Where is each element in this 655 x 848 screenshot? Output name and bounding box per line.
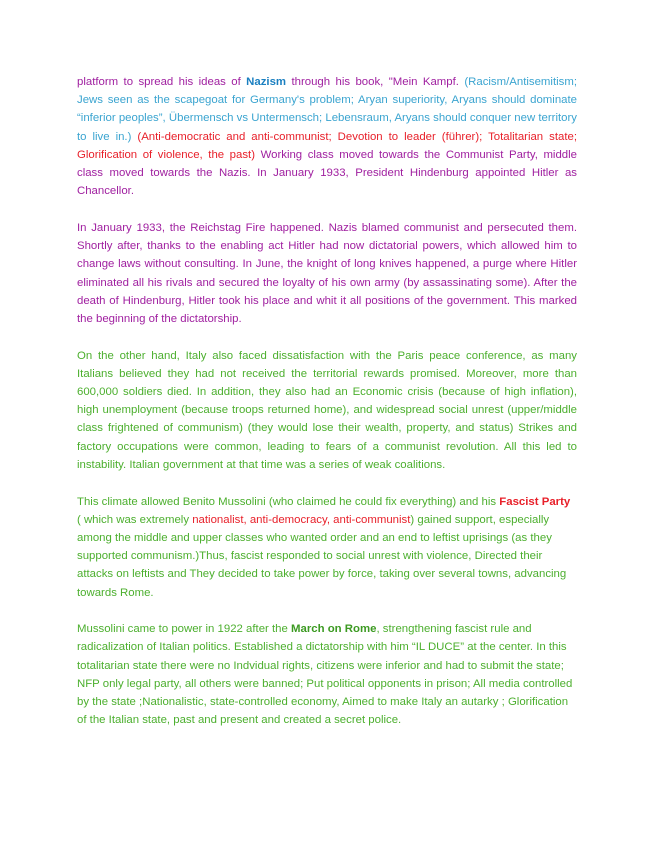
paragraph-nazism-ideas: [77, 73, 577, 200]
p1-text-a: platform to spread his ideas of: [77, 76, 247, 88]
p4-text-c: ) gained support, especially among the middle and upper classes who wanted order and an end to leftist uprisings (as they supported communism.)Thus, fascist responded to social unrest with violence, Directed their attacks on leftists and They decided to take power by force, taking over several towns, advancing towards Rome.: [77, 513, 567, 599]
p5-text-a: Mussolini came to power in 1922 after the: [77, 623, 292, 636]
paragraph-reichstag-fire: [77, 219, 577, 328]
fascist-party-term: Fascist Party: [499, 495, 571, 508]
document-page: [77, 73, 577, 748]
p3-text: On the other hand, Italy also faced dissatisfaction with the Paris peace conference, as many Italians believed they had not received the territorial rewards promised. Moreover, more than 600,000 soldiers died. In addition, they also had an Economic crisis (because of high inflation), high unemployment (because troops returned home), and widespread social unrest (upper/middle class frightened of communism) (they would lose their wealth, property, and status) Strikes and factory occupations were common, leading to fears of a communist revolution. All this led to instability. Italian government at that time was a series of weak coalitions.: [77, 349, 577, 471]
nazism-term: Nazism: [246, 76, 287, 88]
p1-purple-tail: Working class moved towards the Communist Party, middle class moved towards the Nazis. In January 1933, President Hindenburg appointed Hitler as Chancellor.: [77, 148, 577, 198]
paragraph-march-on-rome: [77, 620, 577, 729]
march-on-rome-term: March on Rome: [291, 623, 377, 636]
p4-text-a: This climate allowed Benito Mussolini (who claimed he could fix everything) and his: [77, 495, 497, 508]
nazi-traits-list: (Anti-democratic and anti-communist; Devotion to leader (führer); Totalitarian state; Glorification of violence, the past): [77, 130, 577, 161]
paragraph-mussolini-fascist-party: [77, 493, 577, 602]
nazi-ideology-list: (Racism/Antisemitism; Jews seen as the scapegoat for Germany's problem; Aryan superiority, Aryans should dominate “inferior peoples”, Übermensch vs Untermensch; Lebensraum, Aryans should conquer new territory to live in.): [77, 76, 577, 143]
paragraph-italy-dissatisfaction: [77, 347, 577, 474]
fascist-traits-list: nationalist, anti-democracy, anti-communist: [192, 513, 411, 526]
p4-text-b: ( which was extremely: [77, 513, 193, 526]
p5-text-b: , strengthening fascist rule and radicalization of Italian politics. Established a dictatorship with him “IL DUCE” at the center. In this totalitarian state there were no Indvidual rights, citizens were inferior and had to submit the state; NFP only legal party, all others were banned; Put political opponents in prison; All media controlled by the state ;Nationalistic, state-controlled economy, Aimed to make Italy an autarky ; Glorification of the Italian state, past and present and created a secret police.: [77, 623, 573, 727]
p2-text: In January 1933, the Reichstag Fire happened. Nazis blamed communist and persecuted them. Shortly after, thanks to the enabling act Hitler had now dictatorial powers, which allowed him to change laws without consulting. In June, the knight of long knives happened, a purge where Hitler eliminated all his rivals and secured the loyalty of his own army (by assassinating some). After the death of Hindenburg, Hitler took his place and whit it all positions of the government. This marked the beginning of the dictatorship.: [77, 221, 577, 325]
p1-text-b: through his book, "Mein Kampf.: [286, 76, 459, 88]
